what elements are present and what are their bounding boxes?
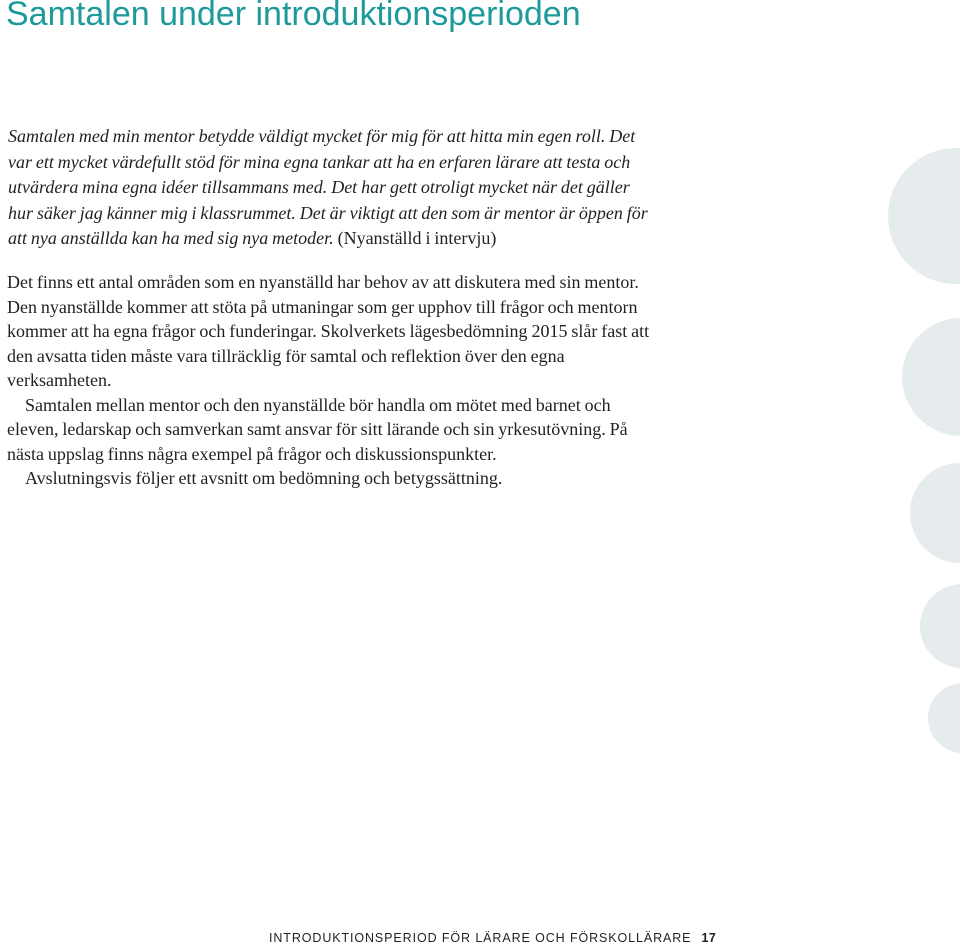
- decorative-circle: [920, 584, 960, 668]
- decorative-circle: [910, 463, 960, 563]
- decorative-circle: [888, 148, 960, 284]
- body-paragraph: Avslutningsvis följer ett avsnitt om bedömning och betygssättning.: [25, 468, 503, 488]
- quote-attribution: (Nyanställd i intervju): [337, 228, 497, 249]
- decorative-circle: [928, 683, 960, 753]
- interview-quote: [8, 124, 653, 252]
- running-title: INTRODUKTIONSPERIOD FÖR LÄRARE OCH FÖRSKOLLÄRARE: [269, 931, 692, 945]
- page-title: Samtalen under introduktionsperioden: [6, 0, 581, 33]
- page-footer: [269, 930, 716, 946]
- quote-text: Samtalen med min mentor betydde väldigt mycket för mig för att hitta min egen roll. Det var ett mycket värdefullt stöd för mina egna tankar att ha en erfaren lärare att testa och utvärdera mina egna idéer tillsammans med. Det har gett otroligt mycket när det gäller hur säker jag känner mig i klassrummet. Det är viktigt att den som är mentor är öppen för att nya anställda kan ha med sig nya metoder.: [8, 126, 648, 249]
- body-paragraph: Det finns ett antal områden som en nyanställd har behov av att diskutera med sin mentor. Den nyanställde kommer att stöta på utmaningar som ger upphov till frågor och mentorn kommer att ha egna frågor och funderingar. Skolverkets lägesbedömning 2015 slår fast att den avsatta tiden måste vara tillräcklig för samtal och reflektion över den egna verksamheten.: [7, 272, 650, 390]
- decorative-circle: [902, 318, 960, 436]
- body-paragraph: Samtalen mellan mentor och den nyanställde bör handla om mötet med barnet och eleven, ledarskap och samverkan samt ansvar för sitt lärande och sin yrkesutövning. På nästa uppslag finns några exempel på frågor och diskussionspunkter.: [7, 394, 628, 464]
- page-number: 17: [701, 931, 717, 945]
- body-text: [7, 270, 652, 491]
